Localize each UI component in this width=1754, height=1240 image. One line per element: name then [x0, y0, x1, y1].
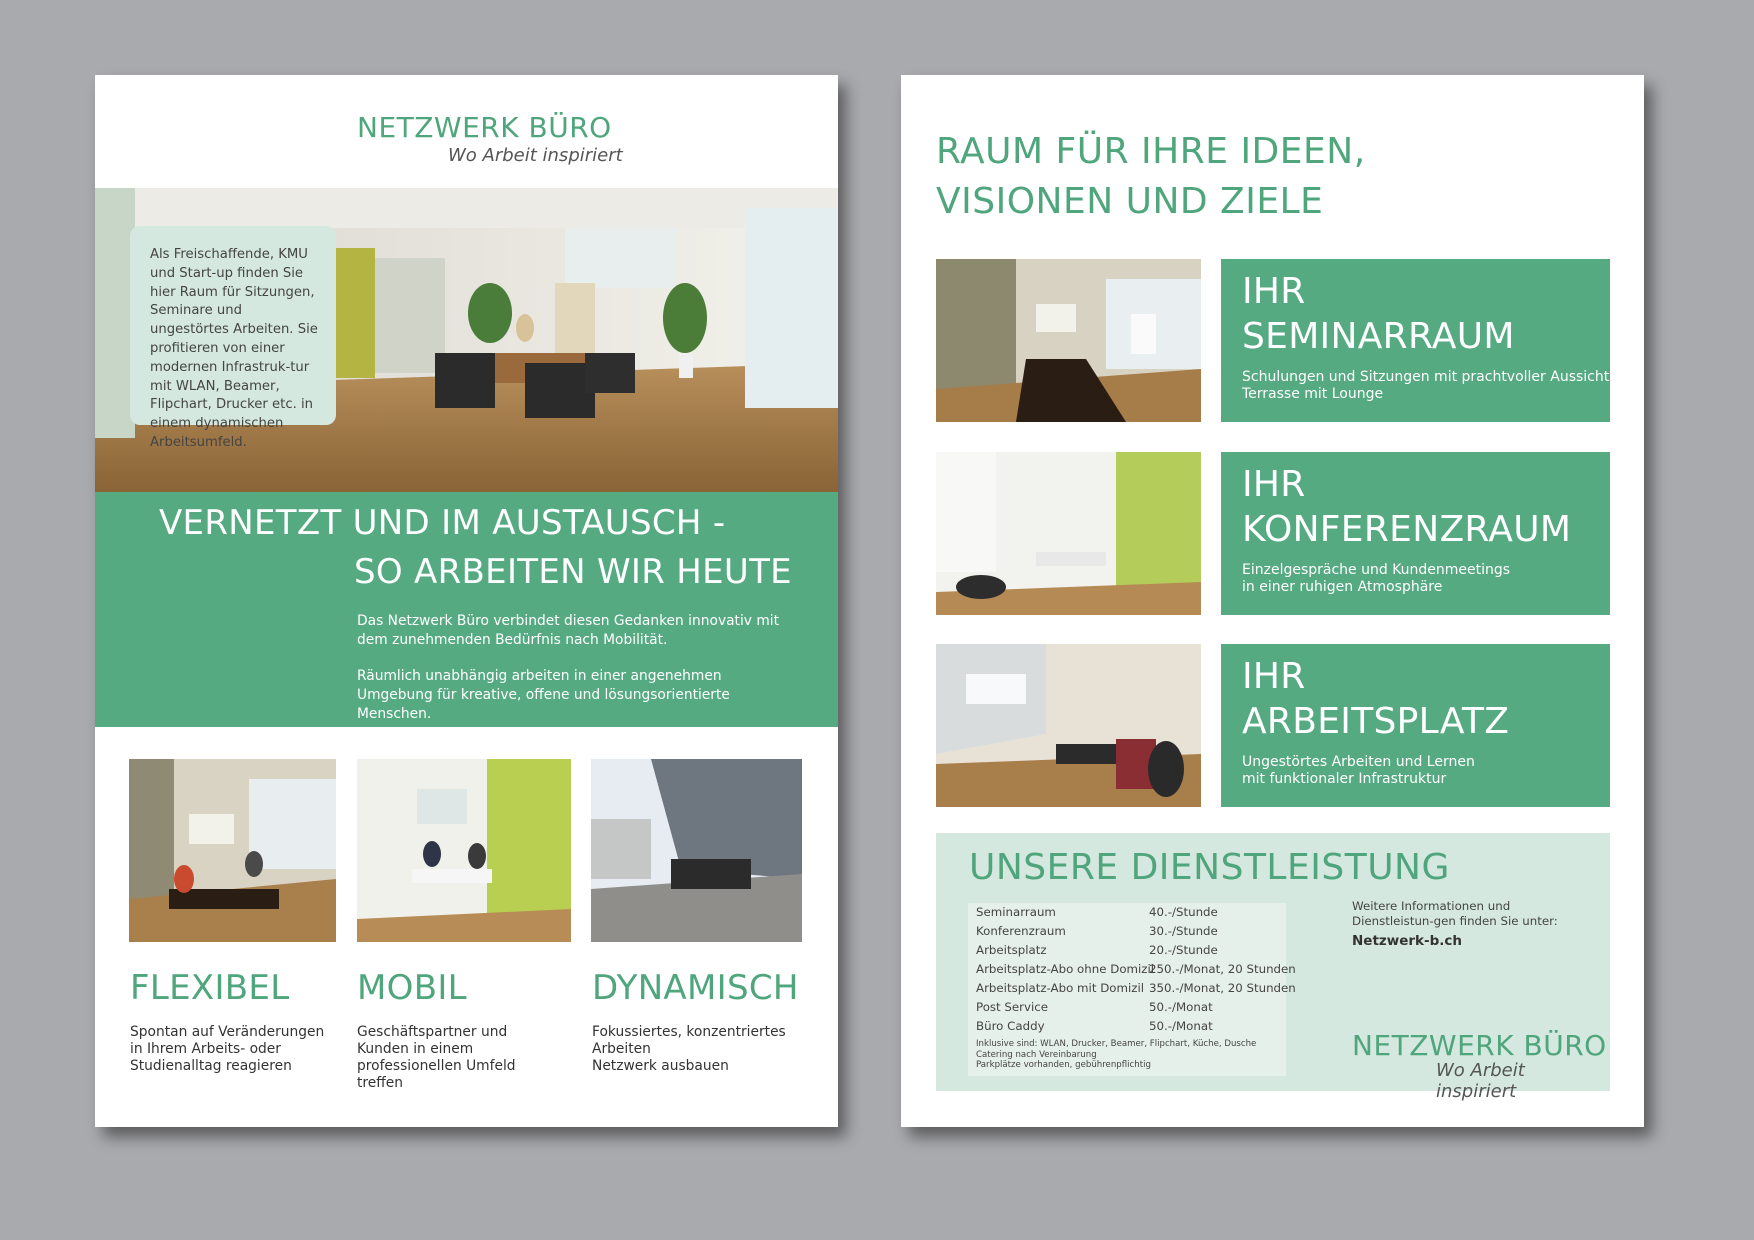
page-title — [936, 127, 1366, 227]
seminarraum-label-prefix: IHR — [1242, 271, 1306, 312]
price-value: 350.-/Monat, 20 Stunden — [1149, 981, 1296, 995]
price-row — [976, 905, 1218, 919]
headline-line-1: VERNETZT UND IM AUSTAUSCH - — [159, 503, 726, 543]
arbeitsplatz-photo — [936, 644, 1201, 807]
price-row — [976, 943, 1218, 957]
seminarraum-label-name: SEMINARRAUM — [1242, 316, 1515, 357]
page-title-line-1: RAUM FÜR IHRE IDEEN, — [936, 131, 1366, 172]
hero-intro-box: Als Freischaffende, KMU und Start-up finden Sie hier Raum für Sitzungen, Seminare und ungestörtes Arbeiten. Sie profitieren von einer modernen Infrastruk-tur mit WLAN, Beamer, Flipchart, Drucker etc. in einem dynamischen Arbeitsumfeld. — [130, 226, 336, 425]
price-item: Arbeitsplatz-Abo mit Domizil — [976, 981, 1145, 995]
price-row — [976, 924, 1218, 938]
seminarraum-desc: Schulungen und Sitzungen mit prachtvoller Aussicht Terrasse mit Lounge — [1242, 369, 1610, 402]
price-item: Arbeitsplatz-Abo ohne Domizil — [976, 962, 1155, 976]
price-row — [976, 962, 1296, 976]
price-row — [976, 1019, 1213, 1033]
seminarraum-card — [1221, 259, 1610, 422]
arbeitsplatz-label-name: ARBEITSPLATZ — [1242, 701, 1510, 742]
feature-desc-dynamisch: Fokussiertes, konzentriertes Arbeiten Netzwerk ausbauen — [592, 1024, 786, 1074]
price-value: 250.-/Monat, 20 Stunden — [1149, 962, 1296, 976]
price-item: Konferenzraum — [976, 924, 1066, 938]
price-value: 20.-/Stunde — [1149, 943, 1218, 957]
feature-title-dynamisch: DYNAMISCH — [592, 968, 799, 1008]
arbeitsplatz-desc: Ungestörtes Arbeiten und Lernen mit funktionaler Infrastruktur — [1242, 754, 1475, 787]
brand-tagline: Wo Arbeit inspiriert — [448, 145, 623, 166]
service-title: UNSERE DIENSTLEISTUNG — [969, 847, 1450, 888]
service-panel — [936, 833, 1610, 1102]
price-row — [976, 981, 1296, 995]
flyer-page-front — [95, 75, 838, 1127]
price-item: Seminarraum — [976, 905, 1056, 919]
seminarraum-label — [1242, 269, 1515, 359]
terrace-photo-thumb — [591, 759, 802, 942]
price-value: 40.-/Stunde — [1149, 905, 1218, 919]
arbeitsplatz-label-prefix: IHR — [1242, 656, 1306, 697]
konferenzraum-label-prefix: IHR — [1242, 464, 1306, 505]
headline-line-2: SO ARBEITEN WIR HEUTE — [354, 552, 792, 592]
price-item: Büro Caddy — [976, 1019, 1045, 1033]
feature-title-mobil: MOBIL — [357, 968, 467, 1008]
price-item: Arbeitsplatz — [976, 943, 1047, 957]
page-title-line-2: VISIONEN UND ZIELE — [936, 181, 1324, 222]
arbeitsplatz-label — [1242, 654, 1509, 744]
seminar-photo-thumb — [129, 759, 336, 942]
more-info-text: Weitere Informationen und Dienstleistun-gen finden Sie unter: — [1352, 899, 1558, 928]
price-value: 50.-/Monat — [1149, 1000, 1213, 1014]
arbeitsplatz-card — [1221, 644, 1610, 807]
price-value: 50.-/Monat — [1149, 1019, 1213, 1033]
website-link[interactable]: Netzwerk-b.ch — [1352, 933, 1463, 949]
price-table — [968, 903, 1296, 1076]
konferenzraum-desc: Einzelgespräche und Kundenmeetings in einer ruhigen Atmosphäre — [1242, 562, 1511, 595]
price-note: Inklusive sind: WLAN, Drucker, Beamer, Flipchart, Küche, Dusche Catering nach Vereinbarung Parkplätze vorhanden, gebührenpflichtig — [976, 1039, 1257, 1070]
footer-brand-tagline: Wo Arbeit inspiriert — [1436, 1060, 1525, 1102]
price-value: 30.-/Stunde — [1149, 924, 1218, 938]
konferenzraum-card — [1221, 452, 1610, 615]
intro-paragraph-1: Das Netzwerk Büro verbindet diesen Gedanken innovativ mit dem zunehmenden Bedürfnis nach Mobilität. — [357, 613, 780, 648]
konferenzraum-label-name: KONFERENZRAUM — [1242, 509, 1572, 550]
conference-photo-thumb — [357, 759, 571, 942]
feature-desc-flexibel: Spontan auf Veränderungen in Ihrem Arbeits- oder Studienalltag reagieren — [130, 1024, 325, 1074]
konferenzraum-label — [1242, 462, 1571, 552]
konferenzraum-photo — [936, 452, 1201, 615]
intro-paragraph-2: Räumlich unabhängig arbeiten in einer angenehmen Umgebung für kreative, offene und lösungsorientierte Menschen. — [357, 668, 730, 722]
feature-title-flexibel: FLEXIBEL — [130, 968, 290, 1008]
price-row — [976, 1000, 1213, 1014]
feature-desc-mobil: Geschäftspartner und Kunden in einem professionellen Umfeld treffen — [357, 1024, 516, 1091]
footer-brand-name: NETZWERK BÜRO — [1352, 1029, 1607, 1062]
brand-name: NETZWERK BÜRO — [357, 111, 612, 144]
flyer-page-back — [901, 75, 1644, 1127]
seminarraum-photo — [936, 259, 1201, 422]
price-item: Post Service — [976, 1000, 1049, 1014]
